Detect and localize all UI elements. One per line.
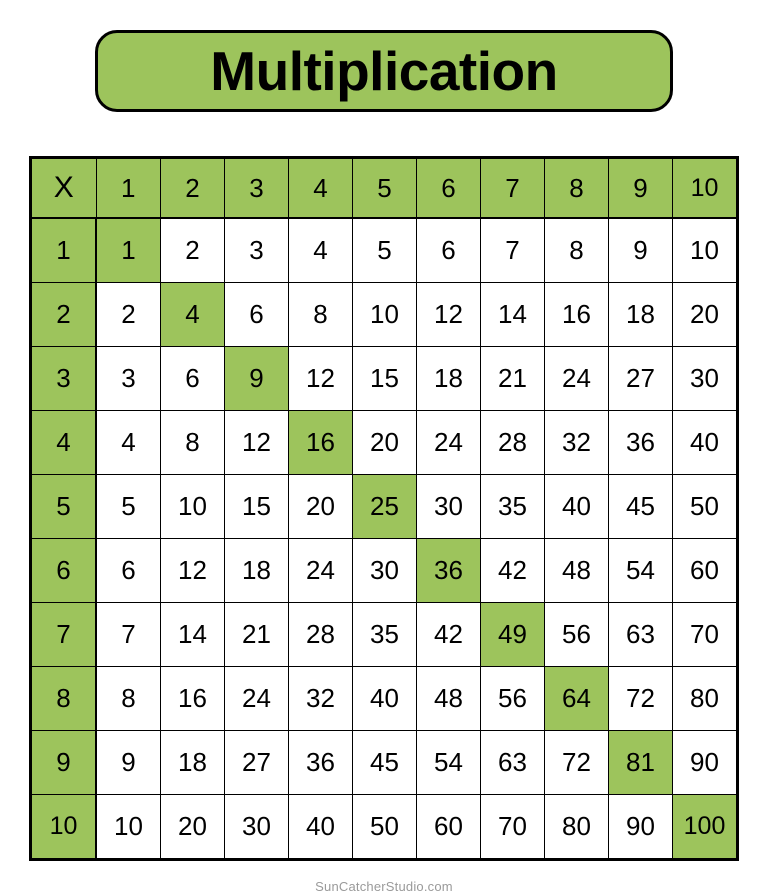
- table-row: [31, 603, 738, 667]
- column-header-7: 7: [481, 158, 545, 219]
- row-header-9: 9: [31, 731, 97, 795]
- product-cell: 60: [673, 539, 738, 603]
- product-cell: 30: [673, 347, 738, 411]
- product-cell: 80: [545, 795, 609, 860]
- row-header-10: 10: [31, 795, 97, 860]
- product-cell: 21: [481, 347, 545, 411]
- footer-credit: SunCatcherStudio.com: [315, 879, 453, 894]
- product-cell: 80: [673, 667, 738, 731]
- product-cell: 27: [609, 347, 673, 411]
- table-row: [31, 539, 738, 603]
- product-cell: 6: [161, 347, 225, 411]
- product-cell: 8: [161, 411, 225, 475]
- product-cell: 24: [417, 411, 481, 475]
- product-cell: 63: [481, 731, 545, 795]
- product-cell: 50: [673, 475, 738, 539]
- product-cell: 48: [545, 539, 609, 603]
- product-cell: 4: [289, 218, 353, 283]
- product-cell-highlighted: 25: [353, 475, 417, 539]
- row-header-1: 1: [31, 218, 97, 283]
- product-cell: 35: [481, 475, 545, 539]
- product-cell: 28: [289, 603, 353, 667]
- table-row: [31, 283, 738, 347]
- product-cell: 10: [96, 795, 161, 860]
- product-cell: 90: [673, 731, 738, 795]
- product-cell: 42: [417, 603, 481, 667]
- column-header-3: 3: [225, 158, 289, 219]
- product-cell: 36: [289, 731, 353, 795]
- column-header-2: 2: [161, 158, 225, 219]
- row-header-3: 3: [31, 347, 97, 411]
- column-header-1: 1: [96, 158, 161, 219]
- row-header-8: 8: [31, 667, 97, 731]
- product-cell: 21: [225, 603, 289, 667]
- product-cell: 32: [545, 411, 609, 475]
- table-corner-cell: X: [31, 158, 97, 219]
- product-cell: 40: [545, 475, 609, 539]
- product-cell: 45: [609, 475, 673, 539]
- product-cell: 90: [609, 795, 673, 860]
- column-header-5: 5: [353, 158, 417, 219]
- product-cell: 3: [225, 218, 289, 283]
- product-cell: 14: [161, 603, 225, 667]
- product-cell: 20: [353, 411, 417, 475]
- product-cell: 16: [161, 667, 225, 731]
- title-banner: [95, 30, 673, 112]
- product-cell-highlighted: 4: [161, 283, 225, 347]
- row-header-7: 7: [31, 603, 97, 667]
- product-cell: 72: [609, 667, 673, 731]
- product-cell: 72: [545, 731, 609, 795]
- product-cell: 10: [161, 475, 225, 539]
- column-header-8: 8: [545, 158, 609, 219]
- product-cell: 9: [96, 731, 161, 795]
- table-row: [31, 411, 738, 475]
- page-title: Multiplication: [210, 39, 558, 102]
- product-cell: 54: [609, 539, 673, 603]
- product-cell: 35: [353, 603, 417, 667]
- product-cell-highlighted: 36: [417, 539, 481, 603]
- column-header-9: 9: [609, 158, 673, 219]
- product-cell: 12: [225, 411, 289, 475]
- product-cell: 12: [289, 347, 353, 411]
- product-cell: 8: [289, 283, 353, 347]
- product-cell: 70: [673, 603, 738, 667]
- multiplication-table-wrap: [29, 156, 739, 861]
- product-cell: 8: [96, 667, 161, 731]
- product-cell: 30: [225, 795, 289, 860]
- product-cell-highlighted: 1: [96, 218, 161, 283]
- product-cell: 32: [289, 667, 353, 731]
- row-header-5: 5: [31, 475, 97, 539]
- product-cell: 15: [353, 347, 417, 411]
- product-cell: 27: [225, 731, 289, 795]
- row-header-2: 2: [31, 283, 97, 347]
- product-cell: 6: [96, 539, 161, 603]
- product-cell: 5: [96, 475, 161, 539]
- column-header-4: 4: [289, 158, 353, 219]
- table-row: [31, 731, 738, 795]
- product-cell: 40: [353, 667, 417, 731]
- multiplication-table: [29, 156, 739, 861]
- product-cell: 60: [417, 795, 481, 860]
- product-cell: 56: [481, 667, 545, 731]
- product-cell: 20: [673, 283, 738, 347]
- product-cell-highlighted: 49: [481, 603, 545, 667]
- column-header-10: 10: [673, 158, 738, 219]
- product-cell-highlighted: 100: [673, 795, 738, 860]
- product-cell-highlighted: 81: [609, 731, 673, 795]
- product-cell: 8: [545, 218, 609, 283]
- product-cell: 12: [417, 283, 481, 347]
- product-cell: 3: [96, 347, 161, 411]
- product-cell: 28: [481, 411, 545, 475]
- table-row: [31, 475, 738, 539]
- product-cell: 2: [96, 283, 161, 347]
- product-cell: 14: [481, 283, 545, 347]
- product-cell-highlighted: 64: [545, 667, 609, 731]
- product-cell: 7: [481, 218, 545, 283]
- product-cell: 16: [545, 283, 609, 347]
- table-row: [31, 218, 738, 283]
- product-cell: 12: [161, 539, 225, 603]
- product-cell: 18: [417, 347, 481, 411]
- product-cell: 9: [609, 218, 673, 283]
- product-cell: 48: [417, 667, 481, 731]
- product-cell-highlighted: 16: [289, 411, 353, 475]
- product-cell: 2: [161, 218, 225, 283]
- product-cell: 24: [225, 667, 289, 731]
- product-cell: 63: [609, 603, 673, 667]
- product-cell: 45: [353, 731, 417, 795]
- product-cell: 24: [289, 539, 353, 603]
- row-header-4: 4: [31, 411, 97, 475]
- product-cell: 56: [545, 603, 609, 667]
- table-row: [31, 795, 738, 860]
- product-cell: 36: [609, 411, 673, 475]
- product-cell: 6: [225, 283, 289, 347]
- product-cell: 18: [225, 539, 289, 603]
- product-cell: 20: [161, 795, 225, 860]
- product-cell: 30: [417, 475, 481, 539]
- product-cell-highlighted: 9: [225, 347, 289, 411]
- product-cell: 40: [673, 411, 738, 475]
- product-cell: 10: [673, 218, 738, 283]
- table-row: [31, 667, 738, 731]
- product-cell: 18: [161, 731, 225, 795]
- product-cell: 7: [96, 603, 161, 667]
- product-cell: 30: [353, 539, 417, 603]
- table-header-row: [31, 158, 738, 219]
- product-cell: 10: [353, 283, 417, 347]
- product-cell: 40: [289, 795, 353, 860]
- product-cell: 54: [417, 731, 481, 795]
- product-cell: 20: [289, 475, 353, 539]
- product-cell: 50: [353, 795, 417, 860]
- product-cell: 24: [545, 347, 609, 411]
- product-cell: 42: [481, 539, 545, 603]
- product-cell: 4: [96, 411, 161, 475]
- product-cell: 6: [417, 218, 481, 283]
- column-header-6: 6: [417, 158, 481, 219]
- product-cell: 15: [225, 475, 289, 539]
- product-cell: 5: [353, 218, 417, 283]
- product-cell: 70: [481, 795, 545, 860]
- row-header-6: 6: [31, 539, 97, 603]
- product-cell: 18: [609, 283, 673, 347]
- table-row: [31, 347, 738, 411]
